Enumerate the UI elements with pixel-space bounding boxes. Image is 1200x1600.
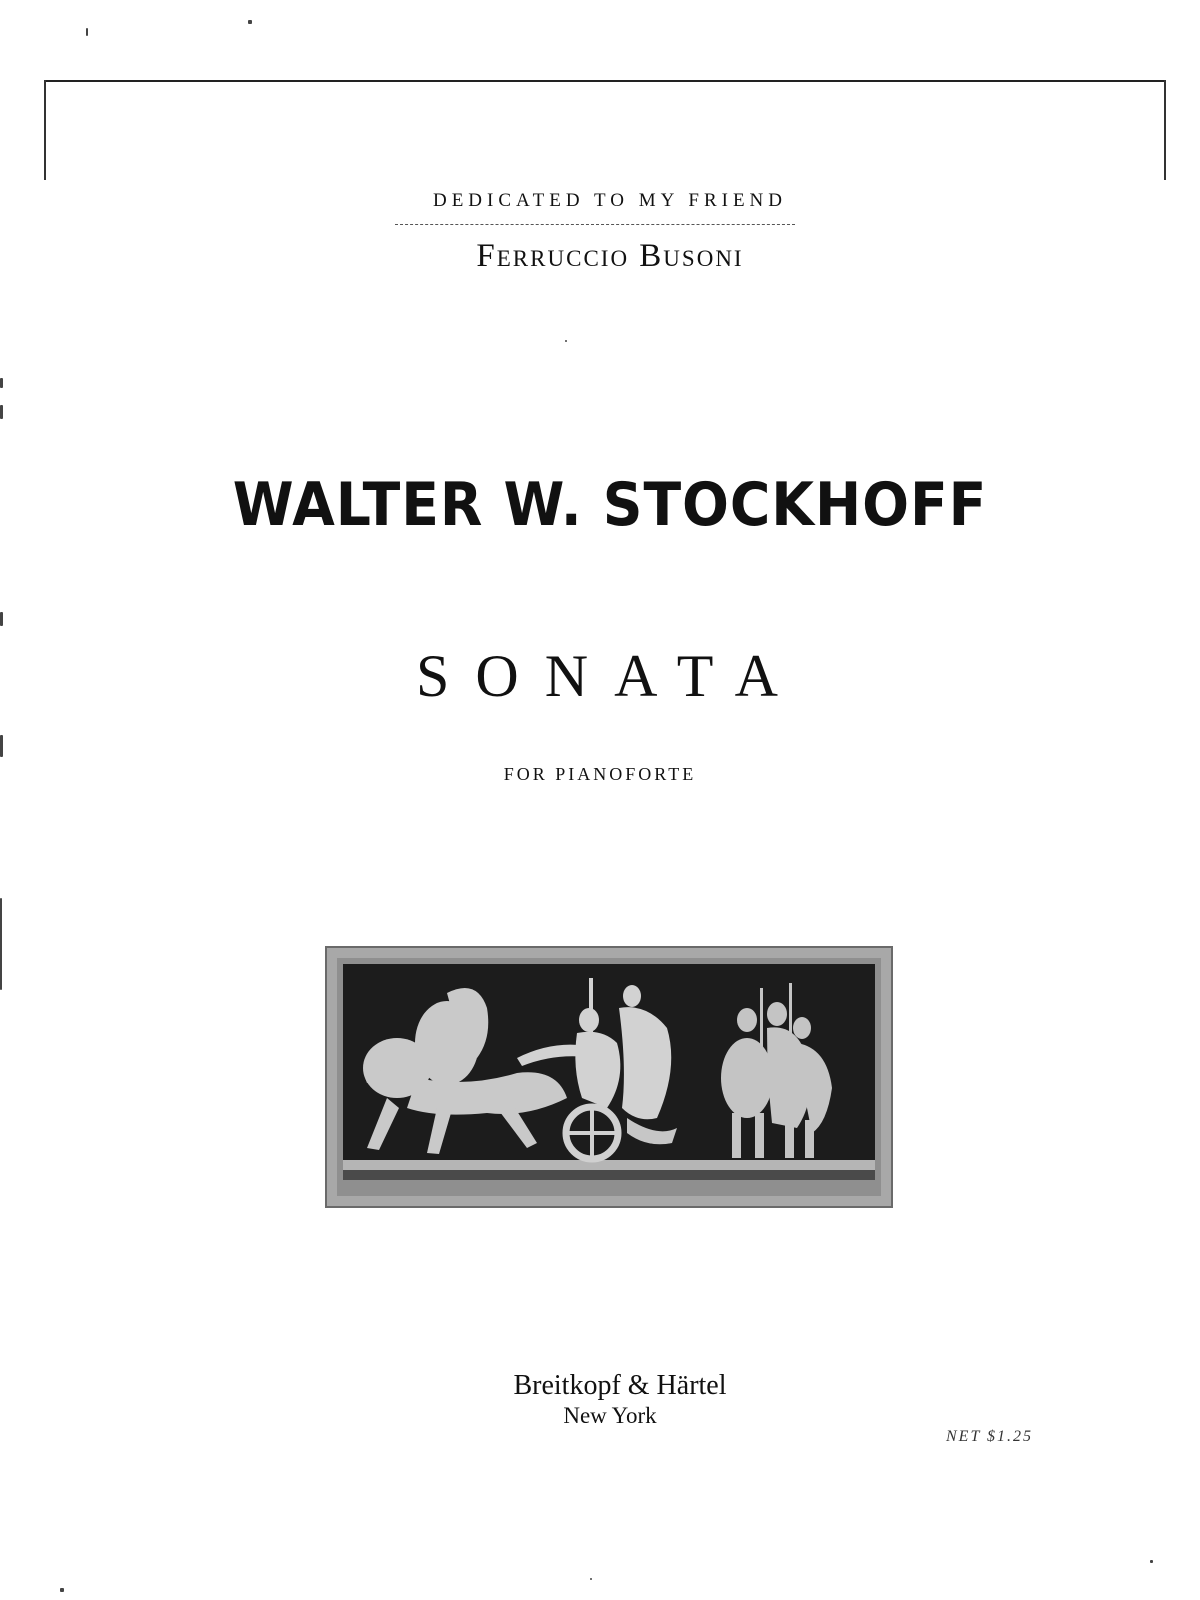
work-title: SONATA bbox=[416, 643, 804, 709]
dedication-rule bbox=[395, 224, 795, 225]
publisher-place: New York bbox=[563, 1403, 657, 1428]
dedication-line: DEDICATED TO MY FRIEND bbox=[432, 190, 787, 211]
publisher-name: Breitkopf & Härtel bbox=[513, 1370, 727, 1401]
price-label: NET $1.25 bbox=[946, 1428, 1034, 1445]
border-top bbox=[44, 80, 1166, 82]
border-right bbox=[1164, 80, 1166, 180]
chariot-relief-illustration bbox=[325, 946, 893, 1208]
border-left bbox=[44, 80, 46, 180]
work-subtitle: FOR PIANOFORTE bbox=[503, 764, 697, 784]
composer-name: WALTER W. STOCKHOFF bbox=[232, 470, 988, 540]
chariot-wheel bbox=[566, 1107, 618, 1159]
chariot-relief-image bbox=[327, 948, 891, 1206]
dedicatee-name: Ferruccio Busoni bbox=[476, 238, 744, 274]
